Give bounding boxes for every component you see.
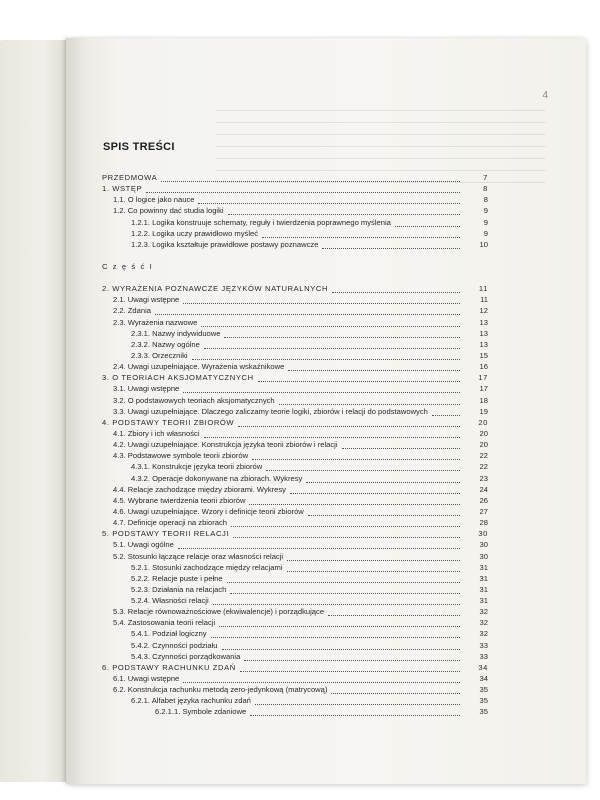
toc-entry [102, 573, 490, 584]
dot-leader [287, 559, 460, 561]
dot-leader [332, 291, 460, 293]
toc-entry [102, 673, 490, 684]
dot-leader [228, 213, 460, 215]
dot-leader [279, 403, 460, 405]
dot-leader [322, 247, 460, 249]
toc-entry [102, 695, 490, 706]
toc-entry-label: 6.2. Konstrukcja rachunku metodą zero-jedynkową (matrycową) [113, 685, 328, 695]
toc-entry [102, 473, 490, 484]
toc-entry [102, 450, 490, 461]
dot-leader [213, 603, 460, 605]
toc-entry [102, 395, 490, 406]
dot-leader [204, 347, 460, 349]
toc-entry-label: 5.3. Relacje równoważnościowe (ekwiwalencje) i porządkujące [113, 607, 325, 617]
dot-leader [222, 648, 460, 650]
toc-entry [102, 706, 490, 717]
dot-leader [198, 202, 460, 204]
part-label: C z ę ś ć I [102, 261, 154, 271]
toc-entry [102, 328, 490, 339]
dot-leader [178, 547, 460, 549]
dot-leader [231, 525, 460, 527]
toc-entry-label: 4.2. Uwagi uzupełniające. Konstrukcja języka teorii zbiorów i relacji [113, 440, 338, 450]
toc-entry [102, 528, 490, 539]
toc-entry-page: 13 [479, 317, 488, 327]
toc-entry-page: 17 [479, 384, 488, 394]
toc-entry-label: 2.3. Wyrażenia nazwowe [113, 317, 198, 327]
dot-leader [306, 481, 460, 483]
toc-gap [102, 250, 490, 261]
dot-leader [183, 391, 460, 393]
toc-entry-label: 2.2. Zdania [113, 306, 151, 316]
toc-entry-page: 20 [478, 417, 488, 427]
toc-entry-page: 11 [480, 295, 488, 305]
toc-entry-label: 3.2. O podstawowych teoriach aksjomatycznych [113, 395, 275, 405]
dot-leader [183, 681, 460, 683]
toc-entry [102, 383, 490, 394]
toc-entry-page: 13 [479, 328, 488, 338]
toc-entry [102, 484, 490, 495]
toc-entry-label: 2.3.2. Nazwy ogólne [131, 339, 200, 349]
toc-entry-label: 1.2.2. Logika uczy prawidłowo myśleć [131, 228, 259, 238]
toc-entry-page: 30 [479, 551, 488, 561]
toc-entry [102, 595, 490, 606]
toc-entry [102, 183, 490, 194]
toc-entry-page: 8 [483, 195, 488, 205]
toc-entry [102, 562, 490, 573]
toc-entry-page: 35 [479, 685, 488, 695]
toc-entry-label: 5.1. Uwagi ogólne [113, 540, 174, 550]
dot-leader [244, 659, 460, 661]
dot-leader [201, 325, 460, 327]
toc-entry [102, 361, 490, 372]
toc-entry-page: 33 [479, 651, 488, 661]
dot-leader [161, 180, 460, 182]
dot-leader [258, 380, 460, 382]
dot-leader [328, 614, 460, 616]
page-title: SPIS TREŚCI [103, 141, 175, 153]
toc-entry-label: 5. PODSTAWY TEORII RELACJI [102, 529, 230, 539]
toc-entry-page: 35 [479, 696, 488, 706]
toc-entry [102, 228, 490, 239]
dot-leader [183, 302, 460, 304]
toc-entry-page: 20 [479, 440, 488, 450]
toc-entry-page: 35 [479, 707, 488, 717]
dot-leader [155, 313, 460, 315]
toc-entry-page: 22 [479, 462, 488, 472]
dot-leader [224, 336, 460, 338]
toc-section-intro [102, 172, 490, 250]
toc-entry [102, 551, 490, 562]
toc-entry-label: 4.3.1. Konstrukcje języka teorii zbiorów [131, 462, 263, 472]
toc-entry [102, 628, 490, 639]
toc-entry-page: 20 [479, 428, 488, 438]
toc-entry-page: 15 [479, 350, 488, 360]
toc-entry-label: 1.2.1. Logika konstruuje schematy, reguły i twierdzenia poprawnego myślenia [131, 217, 391, 227]
toc-entry [102, 350, 490, 361]
toc-entry-page: 8 [483, 184, 488, 194]
toc-entry-label: 6.2.1.1. Symbole zdaniowe [155, 707, 247, 717]
toc-entry-label: 3.3. Uwagi uzupełniające. Dlaczego zaliczamy teorie logiki, zbiorów i relacji do podstawowych [113, 406, 428, 416]
toc-entry-page: 27 [479, 506, 488, 516]
toc-entry-page: 32 [479, 607, 488, 617]
toc-entry [102, 495, 490, 506]
toc-entry-page: 10 [479, 239, 488, 249]
toc-entry [102, 461, 490, 472]
toc-entry [102, 662, 490, 673]
toc-entry-page: 34 [479, 674, 488, 684]
toc-entry-page: 13 [479, 339, 488, 349]
toc-entry-page: 28 [479, 518, 488, 528]
dot-leader [288, 369, 460, 371]
toc-entry [102, 372, 490, 383]
dot-leader [230, 592, 460, 594]
dot-leader [192, 358, 460, 360]
dot-leader [204, 436, 460, 438]
dot-leader [395, 225, 460, 227]
toc-entry-label: 6. PODSTAWY RACHUNKU ZDAŃ [102, 662, 236, 672]
toc-entry-page: 9 [483, 228, 488, 238]
toc-entry-label: 5.2.4. Własności relacji [131, 596, 209, 606]
toc-entry-label: 2. WYRAŻENIA POZNAWCZE JĘZYKÓW NATURALNYCH [102, 284, 329, 294]
toc-entry-label: 4.1. Zbiory i ich własności [113, 428, 200, 438]
toc-entry-label: 2.4. Uwagi uzupełniające. Wyrażenia wskaźnikowe [113, 362, 285, 372]
toc-entry [102, 283, 490, 294]
toc-entry-label: 5.4.1. Podział logiczny [131, 629, 207, 639]
toc-entry-page: 32 [479, 618, 488, 628]
toc-entry-label: 2.3.1. Nazwy indywiduowe [131, 328, 221, 338]
toc-entry [102, 606, 490, 617]
dot-leader [331, 692, 460, 694]
dot-leader [249, 503, 460, 505]
toc-entry-label: 3.1. Uwagi wstępne [113, 384, 180, 394]
toc-entry-page: 7 [483, 173, 488, 182]
dot-leader [290, 492, 460, 494]
toc-entry-page: 31 [479, 562, 488, 572]
toc-entry [102, 584, 490, 595]
dot-leader [432, 414, 460, 416]
toc-entry [102, 439, 490, 450]
toc-entry-page: 23 [479, 473, 488, 483]
dot-leader [219, 625, 460, 627]
toc-entry [102, 651, 490, 662]
toc-entry [102, 640, 490, 651]
toc-entry [102, 205, 490, 216]
toc-entry-label: 6.1. Uwagi wstępne [113, 674, 180, 684]
toc-entry-label: 1.1. O logice jako nauce [113, 195, 195, 205]
dot-leader [211, 636, 460, 638]
toc-entry-label: 6.2.1. Alfabet języka rachunku zdań [131, 696, 251, 706]
toc-entry-label: 2.3.3. Orzeczniki [131, 350, 188, 360]
toc-entry-page: 11 [478, 284, 488, 294]
toc-entry [102, 172, 490, 183]
toc-entry-label: 4.7. Definicje operacji na zbiorach [113, 518, 227, 528]
toc-entry [102, 617, 490, 628]
dot-leader [308, 514, 460, 516]
toc-entry-label: 4.3. Podstawowe symbole teorii zbiorów [113, 451, 249, 461]
toc-entry-page: 16 [479, 362, 488, 372]
dot-leader [233, 536, 460, 538]
toc-entry-page: 26 [479, 495, 488, 505]
toc-entry [102, 517, 490, 528]
dot-leader [287, 570, 460, 572]
toc-section-part-one [102, 283, 490, 717]
dot-leader [266, 469, 460, 471]
dot-leader [250, 714, 460, 716]
toc-entry-page: 18 [479, 395, 488, 405]
dot-leader [240, 670, 460, 672]
toc-entry-page: 12 [479, 306, 488, 316]
toc-entry [102, 406, 490, 417]
toc-entry-label: 5.4.2. Czynności podziału [131, 640, 218, 650]
toc-entry-label: 1.2.3. Logika kształtuje prawidłowe postawy poznawcze [131, 239, 319, 249]
dot-leader [252, 458, 460, 460]
toc-entry-page: 33 [479, 640, 488, 650]
toc-gap [102, 272, 490, 283]
toc-entry-label: 1. WSTĘP [102, 184, 143, 194]
toc-entry [102, 239, 490, 250]
toc-entry [102, 539, 490, 550]
toc-entry-page: 34 [478, 662, 488, 672]
toc-entry-label: 5.4. Zastosowania teorii relacji [113, 618, 216, 628]
toc-entry-page: 22 [479, 451, 488, 461]
toc-entry-page: 24 [479, 484, 488, 494]
dot-leader [255, 703, 460, 705]
toc-entry-page: 30 [479, 540, 488, 550]
toc-entry-page: 19 [479, 406, 488, 416]
toc-entry [102, 194, 490, 205]
toc-entry [102, 428, 490, 439]
toc-entry [102, 294, 490, 305]
toc-entry-label: 5.2.1. Stosunki zachodzące między relacjami [131, 562, 283, 572]
toc-entry-page: 31 [479, 573, 488, 583]
table-of-contents [102, 172, 490, 718]
toc-entry-label: 4.4. Relacje zachodzące między zbiorami. Wykresy [113, 484, 286, 494]
page-number: 4 [542, 90, 548, 101]
toc-entry [102, 305, 490, 316]
dot-leader [238, 425, 460, 427]
toc-entry [102, 417, 490, 428]
toc-entry-label: 5.2. Stosunki łączące relacje oraz własności relacji [113, 551, 284, 561]
toc-entry-label: 4.5. Wybrane twierdzenia teorii zbiorów [113, 495, 246, 505]
toc-entry-label: 4.3.2. Operacje dokonywane na zbiorach. Wykresy [131, 473, 303, 483]
toc-entry [102, 217, 490, 228]
toc-entry-page: 31 [479, 596, 488, 606]
toc-entry-label: 5.2.3. Działania na relacjach [131, 584, 227, 594]
dot-leader [342, 447, 460, 449]
toc-entry-page: 32 [479, 629, 488, 639]
toc-entry-page: 31 [479, 584, 488, 594]
toc-entry-page: 9 [483, 217, 488, 227]
toc-entry [102, 339, 490, 350]
toc-entry-page: 30 [478, 529, 488, 539]
toc-entry [102, 684, 490, 695]
dot-leader [227, 581, 460, 583]
toc-entry [102, 317, 490, 328]
toc-entry-label: 5.4.3. Czynności porządkowania [131, 651, 241, 661]
toc-entry-page: 17 [478, 373, 488, 383]
toc-entry-label: 4.6. Uwagi uzupełniające. Wzory i definicje teorii zbiorów [113, 506, 304, 516]
toc-entry-label: 3. O TEORIACH AKSJOMATYCZNYCH [102, 373, 254, 383]
toc-entry-label: 5.2.2. Relacje puste i pełne [131, 573, 223, 583]
dot-leader [262, 236, 460, 238]
toc-entry-label: 1.2. Co powinny dać studia logiki [113, 206, 224, 216]
toc-entry-label: 4. PODSTAWY TEORII ZBIORÓW [102, 417, 235, 427]
toc-entry [102, 506, 490, 517]
toc-entry-label: PRZEDMOWA [102, 173, 158, 182]
toc-entry-page: 9 [483, 206, 488, 216]
toc-entry-label: 2.1. Uwagi wstępne [113, 295, 180, 305]
dot-leader [146, 191, 460, 193]
